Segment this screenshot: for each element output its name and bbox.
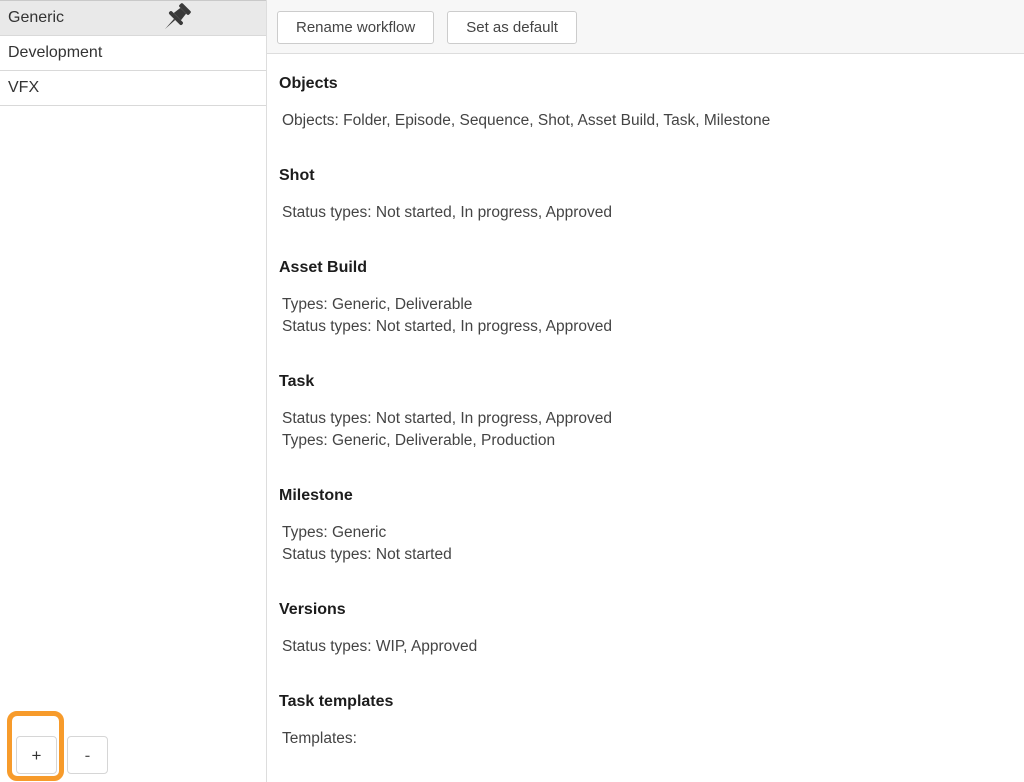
remove-workflow-button[interactable]: - [67, 736, 108, 774]
section-line: Types: Generic, Deliverable [282, 296, 473, 313]
section-title: Shot [279, 167, 315, 184]
workflow-sections [267, 54, 1024, 750]
pin-icon [156, 1, 194, 37]
workflow-label: Development [8, 44, 103, 61]
set-as-default-button[interactable]: Set as default [447, 11, 577, 44]
section-line: Objects: Folder, Episode, Sequence, Shot, Asset Build, Task, Milestone [282, 112, 771, 129]
workflow-section [279, 691, 1004, 750]
section-lines [279, 408, 1004, 452]
workflow-section [279, 599, 1004, 658]
workflow-toolbar [267, 0, 1024, 54]
workflow-sidebar [0, 0, 267, 782]
workflow-detail-panel [267, 0, 1024, 782]
section-title: Asset Build [279, 259, 368, 276]
section-line: Status types: Not started, In progress, Approved [282, 204, 612, 221]
section-title: Task templates [279, 693, 394, 710]
section-lines [279, 522, 1004, 566]
section-line: Status types: Not started, In progress, Approved [282, 410, 612, 427]
workflow-list-item[interactable] [0, 71, 266, 106]
section-title: Task [279, 373, 315, 390]
section-line: Types: Generic, Deliverable, Production [282, 432, 556, 449]
section-title: Milestone [279, 487, 353, 504]
workflow-label: Generic [8, 9, 65, 26]
add-workflow-button[interactable]: + [16, 736, 57, 774]
section-lines [279, 202, 1004, 224]
workflow-section [279, 485, 1004, 566]
section-title: Objects [279, 75, 338, 92]
workflow-section [279, 165, 1004, 224]
rename-workflow-button[interactable]: Rename workflow [277, 11, 434, 44]
section-title: Versions [279, 601, 346, 618]
workflow-list [0, 0, 266, 106]
section-line: Types: Generic [282, 524, 387, 541]
section-line: Templates: [282, 730, 357, 747]
workflow-section [279, 73, 1004, 132]
workflow-list-item[interactable] [0, 1, 266, 36]
workflow-section [279, 257, 1004, 338]
section-lines [279, 728, 1004, 750]
section-line: Status types: Not started, In progress, Approved [282, 318, 612, 335]
section-lines [279, 110, 1004, 132]
workflow-label: VFX [8, 79, 40, 96]
section-line: Status types: WIP, Approved [282, 638, 478, 655]
section-line: Status types: Not started [282, 546, 452, 563]
workflow-list-item[interactable] [0, 36, 266, 71]
workflow-section [279, 371, 1004, 452]
section-lines [279, 294, 1004, 338]
section-lines [279, 636, 1004, 658]
